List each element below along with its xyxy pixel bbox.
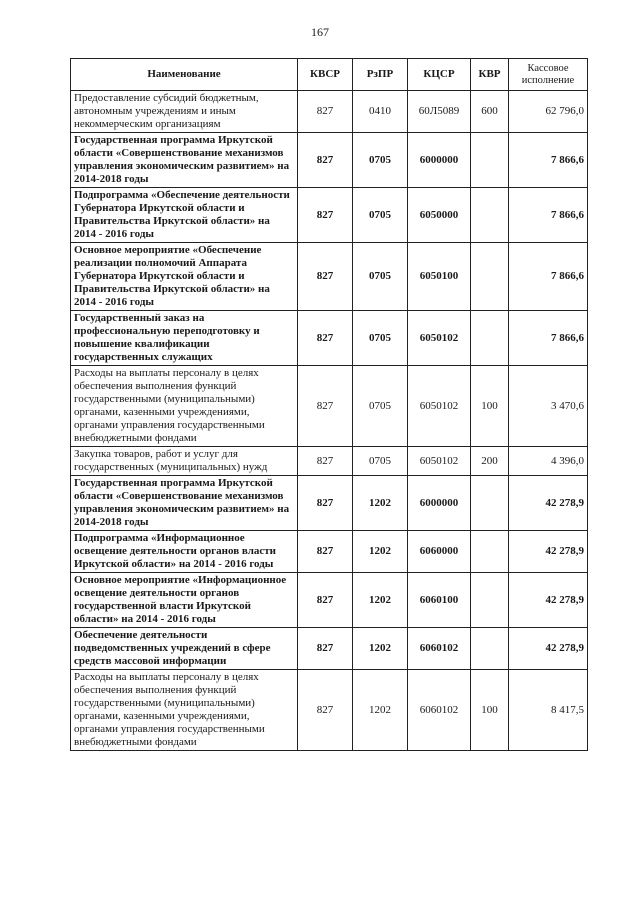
cell-kcsr: 6060102 (408, 628, 471, 670)
cell-kvr (471, 628, 509, 670)
cell-name: Предоставление субсидий бюджетным, автономным учреждениям и иным некоммерческим организациям (71, 91, 298, 133)
table-row (71, 366, 588, 447)
table-row (71, 531, 588, 573)
header-kvr: КВР (471, 59, 509, 91)
cell-kvsr: 827 (298, 531, 353, 573)
table-row (71, 447, 588, 476)
cell-kvsr: 827 (298, 311, 353, 366)
cell-rzpr: 1202 (353, 670, 408, 751)
header-rzpr: РзПР (353, 59, 408, 91)
table-row (71, 573, 588, 628)
cell-name: Государственный заказ на профессиональную переподготовку и повышение квалификации государственных служащих (71, 311, 298, 366)
cell-kcsr: 6050102 (408, 447, 471, 476)
cell-kcsr: 6060102 (408, 670, 471, 751)
header-kcsr: КЦСР (408, 59, 471, 91)
cell-amount: 42 278,9 (509, 628, 588, 670)
cell-kvr (471, 243, 509, 311)
cell-rzpr: 0410 (353, 91, 408, 133)
cell-kvsr: 827 (298, 366, 353, 447)
cell-amount: 7 866,6 (509, 188, 588, 243)
page-number: 167 (311, 25, 329, 39)
budget-table (70, 58, 588, 751)
cell-kvr: 100 (471, 670, 509, 751)
cell-name: Основное мероприятие «Обеспечение реализации полномочий Аппарата Губернатора Иркутской области и Правительства Иркутской области» на 2014 - 2016 годы (71, 243, 298, 311)
cell-kvsr: 827 (298, 670, 353, 751)
cell-kvr (471, 133, 509, 188)
table-row (71, 670, 588, 751)
cell-name: Государственная программа Иркутской области «Совершенствование механизмов управления экономическим развитием» на 2014-2018 годы (71, 133, 298, 188)
cell-kvr: 600 (471, 91, 509, 133)
cell-kcsr: 60Л5089 (408, 91, 471, 133)
cell-amount: 42 278,9 (509, 573, 588, 628)
cell-kcsr: 6060100 (408, 573, 471, 628)
cell-kvsr: 827 (298, 188, 353, 243)
header-name: Наименование (71, 59, 298, 91)
cell-kvr (471, 311, 509, 366)
cell-kvsr: 827 (298, 447, 353, 476)
table-row (71, 628, 588, 670)
cell-amount: 42 278,9 (509, 531, 588, 573)
table-row (71, 188, 588, 243)
table-row (71, 476, 588, 531)
table-row (71, 243, 588, 311)
cell-kvr (471, 476, 509, 531)
cell-rzpr: 1202 (353, 573, 408, 628)
cell-kvsr: 827 (298, 573, 353, 628)
cell-kcsr: 6050102 (408, 366, 471, 447)
cell-amount: 62 796,0 (509, 91, 588, 133)
cell-kcsr: 6050102 (408, 311, 471, 366)
cell-amount: 8 417,5 (509, 670, 588, 751)
cell-name: Расходы на выплаты персоналу в целях обеспечения выполнения функций государственными (муниципальными) органами, казенными учреждениями, органами управления государственными внебюджетными фондами (71, 670, 298, 751)
cell-kcsr: 6050000 (408, 188, 471, 243)
cell-rzpr: 0705 (353, 311, 408, 366)
cell-rzpr: 0705 (353, 188, 408, 243)
cell-kvr: 200 (471, 447, 509, 476)
cell-rzpr: 1202 (353, 476, 408, 531)
cell-name: Подпрограмма «Информационное освещение деятельности органов власти Иркутской области» на 2014 - 2016 годы (71, 531, 298, 573)
header-execution: Кассовое исполнение (509, 59, 588, 91)
cell-kvr (471, 531, 509, 573)
table-row (71, 311, 588, 366)
cell-name: Расходы на выплаты персоналу в целях обеспечения выполнения функций государственными (муниципальными) органами, казенными учреждениями, органами управления государственными внебюджетными фондами (71, 366, 298, 447)
cell-amount: 7 866,6 (509, 243, 588, 311)
cell-amount: 4 396,0 (509, 447, 588, 476)
cell-amount: 3 470,6 (509, 366, 588, 447)
cell-kcsr: 6060000 (408, 531, 471, 573)
cell-name: Закупка товаров, работ и услуг для государственных (муниципальных) нужд (71, 447, 298, 476)
cell-kvr (471, 573, 509, 628)
table-header-row (71, 59, 588, 91)
table-row (71, 133, 588, 188)
header-kvsr: КВСР (298, 59, 353, 91)
cell-name: Обеспечение деятельности подведомственных учреждений в сфере средств массовой информации (71, 628, 298, 670)
cell-rzpr: 0705 (353, 447, 408, 476)
cell-amount: 42 278,9 (509, 476, 588, 531)
cell-name: Государственная программа Иркутской области «Совершенствование механизмов управления экономическим развитием» на 2014-2018 годы (71, 476, 298, 531)
cell-kcsr: 6000000 (408, 476, 471, 531)
cell-amount: 7 866,6 (509, 133, 588, 188)
table-body (71, 91, 588, 751)
cell-rzpr: 0705 (353, 243, 408, 311)
cell-kcsr: 6000000 (408, 133, 471, 188)
cell-rzpr: 0705 (353, 133, 408, 188)
cell-kvsr: 827 (298, 243, 353, 311)
cell-name: Подпрограмма «Обеспечение деятельности Губернатора Иркутской области и Правительства Иркутской области» на 2014 - 2016 годы (71, 188, 298, 243)
cell-name: Основное мероприятие «Информационное освещение деятельности органов государственной власти Иркутской области» на 2014 - 2016 годы (71, 573, 298, 628)
cell-kvr (471, 188, 509, 243)
cell-kvr: 100 (471, 366, 509, 447)
table-row (71, 91, 588, 133)
cell-amount: 7 866,6 (509, 311, 588, 366)
cell-kcsr: 6050100 (408, 243, 471, 311)
cell-kvsr: 827 (298, 133, 353, 188)
cell-kvsr: 827 (298, 476, 353, 531)
cell-rzpr: 1202 (353, 628, 408, 670)
cell-rzpr: 1202 (353, 531, 408, 573)
cell-kvsr: 827 (298, 628, 353, 670)
cell-kvsr: 827 (298, 91, 353, 133)
cell-rzpr: 0705 (353, 366, 408, 447)
